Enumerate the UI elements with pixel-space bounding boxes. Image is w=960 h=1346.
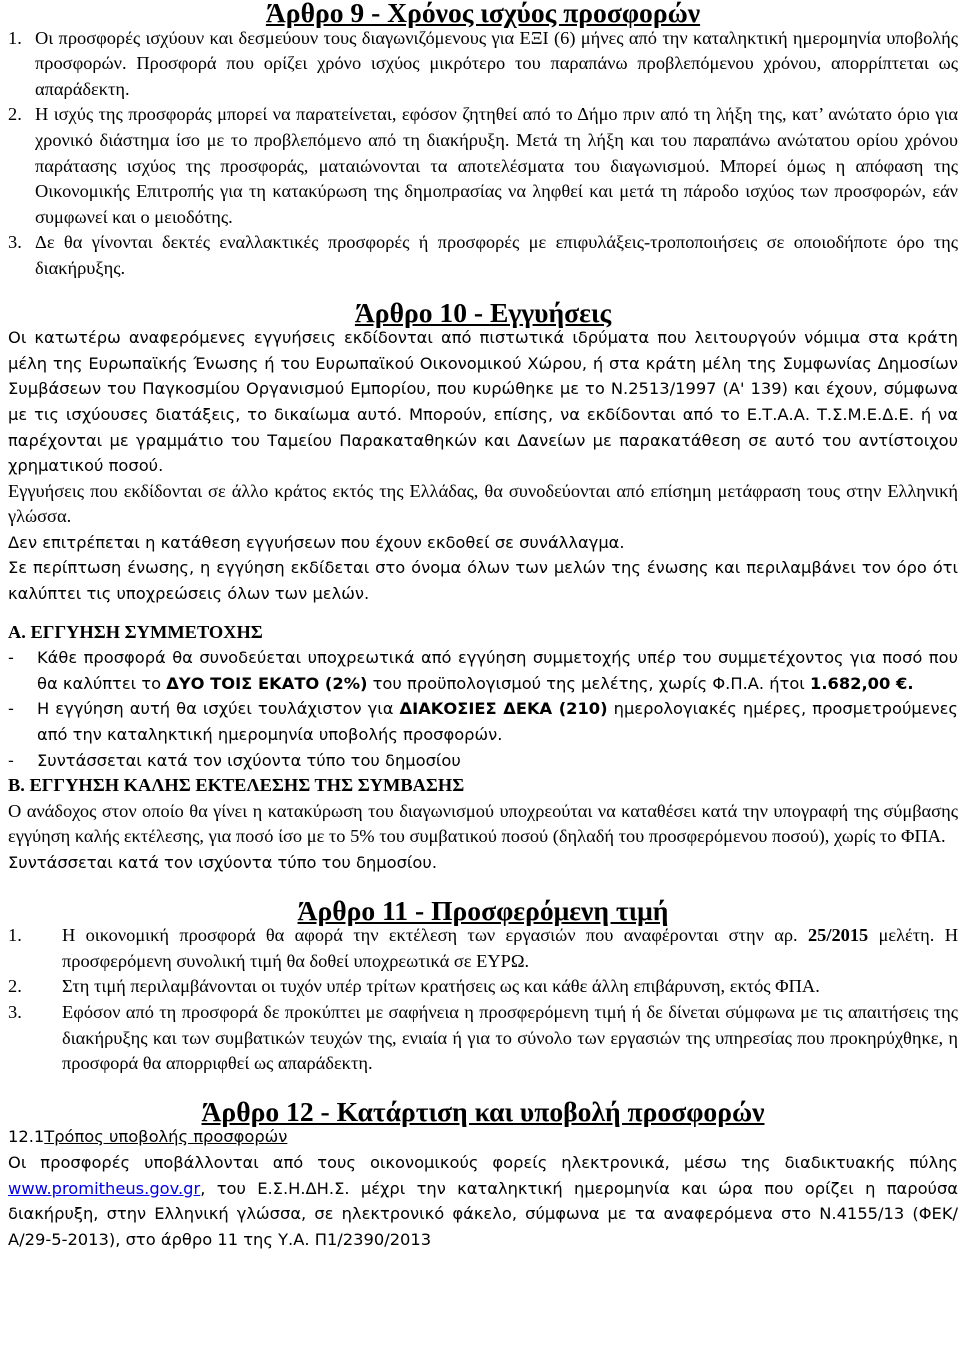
article-10-title: Άρθρο 10 - Εγγυήσεις <box>354 296 612 328</box>
currency-paragraph: Δεν επιτρέπεται η κατάθεση εγγυήσεων που έχουν εκδοθεί σε συνάλλαγμα. <box>8 532 625 552</box>
union-paragraph: Σε περίπτωση ένωσης, η εγγύηση εκδίδεται στο όνομα όλων των μελών της ένωσης και περιλαμβάνει τον όρο ότι καλύπτει τις υποχρεώσεις όλων των μελών. <box>8 558 958 604</box>
dash-marker: - <box>8 699 14 719</box>
foreign-guarantees-paragraph: Εγγυήσεις που εκδίδονται σε άλλο κράτος εκτός της Ελλάδας, θα συνοδεύονται από επίσημη μετάφραση τους στην Ελληνική γλώσσα. <box>8 480 958 527</box>
section-a-title: Α. ΕΓΓΥΗΣΗ ΣΥΜΜΕΤΟΧΗΣ <box>8 621 263 642</box>
list-item <box>8 696 958 747</box>
item-number: 1. <box>8 925 22 946</box>
percentage-text: ΔΥΟ ΤΟΙΣ ΕΚΑΤΟ (2%) <box>166 673 368 693</box>
list-item <box>8 26 958 103</box>
article-12-title: Άρθρο 12 - Κατάρτιση και υποβολή προσφορών <box>201 1095 765 1127</box>
section-a-list <box>8 645 958 773</box>
list-item <box>8 1000 958 1077</box>
promitheus-link[interactable]: www.promitheus.gov.gr <box>8 1178 201 1198</box>
list-item <box>8 923 958 974</box>
article-9-title: Άρθρο 9 - Χρόνος ισχύος προσφορών <box>265 0 701 28</box>
article-11-list <box>8 923 958 1077</box>
item-number: 3. <box>8 1001 22 1022</box>
list-item <box>8 748 958 774</box>
item-number: 2. <box>8 976 22 997</box>
section-b-form: Συντάσσεται κατά τον ισχύοντα τύπο του δημοσίου. <box>8 853 437 872</box>
section-b-title: Β. ΕΓΓΥΗΣΗ ΚΑΛΗΣ ΕΚΤΕΛΕΣΗΣ ΤΗΣ ΣΥΜΒΑΣΗΣ <box>8 775 465 796</box>
article-11-title: Άρθρο 11 - Προσφερόμενη τιμή <box>297 894 669 926</box>
item-text: Η οικονομική προσφορά θα αφορά την εκτέλεση των εργασιών που αναφέρονται στην αρ. 25/2015 μελέτη. Η προσφερόμενη συνολική τιμή θα δοθεί υποχρεωτικά σε ΕΥΡΩ. <box>62 925 958 971</box>
item-text: Κάθε προσφορά θα συνοδεύεται υποχρεωτικά από εγγύηση συμμετοχής υπέρ του συμμετέχοντος για ποσό που θα καλύπτει το ΔΥΟ ΤΟΙΣ ΕΚΑΤΟ (2%) του προϋπολογισμού της μελέτης, χωρίς Φ.Π.Α. ήτοι 1.682,00 €. <box>37 648 958 693</box>
list-item <box>8 230 958 281</box>
item-text: Εφόσον από τη προσφορά δε προκύπτει με σαφήνεια η προσφερόμενη τιμή ή δε δίνεται σύμφωνα με τις απαιτήσεις της διακήρυξης και των συμβατικών τευχών της, ενιαία ή για το σύνολο των εργασιών της υπηρεσίας που προκηρύχθηκε, η προσφορά θα απορριφθεί ως απαράδεκτη. <box>62 1001 958 1074</box>
item-text: Στη τιμή περιλαμβάνονται οι τυχόν υπέρ τρίτων κρατήσεις ως και κάθε άλλη επιβάρυνση, εκτός ΦΠΑ. <box>62 976 820 997</box>
section-b-text: Ο ανάδοχος στον οποίο θα γίνει η κατακύρωση του διαγωνισμού υποχρεούται να καταθέσει κατά την υπογραφή της σύμβασης εγγύηση καλής εκτέλεσης, για ποσό ίσο με το 5% του συμβατικού ποσού (δηλαδή του προσφερόμενου ποσού), χωρίς το ΦΠΑ. <box>8 800 958 847</box>
item-number: 3. <box>8 232 22 253</box>
article-9-list <box>8 26 958 282</box>
duration-text: ΔΙΑΚΟΣΙΕΣ ΔΕΚΑ (210) <box>399 699 608 719</box>
item-text: Η εγγύηση αυτή θα ισχύει τουλάχιστον για ΔΙΑΚΟΣΙΕΣ ΔΕΚΑ (210) ημερολογιακές ημέρες, προσμετρούμενες από την καταληκτική ημερομηνία υποβολής προσφορών. <box>37 699 958 745</box>
submission-paragraph: Οι προσφορές υποβάλλονται από τους οικονομικούς φορείς ηλεκτρονικά, μέσω της διαδικτυακής πύλης www.promitheus.gov.gr, του Ε.Σ.Η.ΔΗ.Σ. μέχρι την καταληκτική ημερομηνία και ώρα που ορίζει η παρούσα διακήρυξη, στην Ελληνική γλώσσα, σε ηλεκτρονικό φάκελο, σύμφωνα με τα αναφερόμενα στο Ν.4155/13 (ΦΕΚ/Α/29-5-2013), στο άρθρο 11 της Υ.Α. Π1/2390/2013 <box>8 1152 958 1249</box>
item-number: 1. <box>8 27 22 48</box>
item-text: Οι προσφορές ισχύουν και δεσμεύουν τους διαγωνιζόμενους για ΕΞΙ (6) μήνες από την καταληκτική ημερομηνία υποβολής προσφορών. Προσφορά που ορίζει χρόνο ισχύος μικρότερο του παραπάνω προβλεπόμενου χρόνου, απορρίπτεται ως απαράδεκτη. <box>35 27 958 99</box>
list-item <box>8 102 958 230</box>
item-text: Δε θα γίνονται δεκτές εναλλακτικές προσφορές ή προσφορές με επιφυλάξεις-τροποποιήσεις σε οποιοδήποτε όρο της διακήρυξης. <box>35 232 958 278</box>
subsection-12-1-title: 12.1Τρόπος υποβολής προσφορών <box>8 1127 288 1147</box>
item-text: Η ισχύς της προσφοράς μπορεί να παρατείνεται, εφόσον ζητηθεί από το Δήμο πριν από τη λήξη της, κατ’ ανώτατο όριο για χρονικό διάστημα ίσο με το προβλεπόμενο από τη διακήρυξη. Μετά τη λήξη και του παραπάνω ανώτατου ορίου χρόνου παράτασης ισχύος της προσφοράς, ματαιώνονται τα αποτελέσματα του διαγωνισμού. Μπορεί όμως η απόφαση της Οικονομικής Επιτροπής για τη κατακύρωση της δημοπρασίας να ληφθεί και μετά τη πάροδο ισχύος των προσφορών, εάν συμφωνεί και ο μειοδότης. <box>35 104 958 227</box>
dash-marker: - <box>8 750 14 770</box>
item-number: 2. <box>8 104 22 125</box>
item-text: Συντάσσεται κατά τον ισχύοντα τύπο του δημοσίου <box>37 750 461 770</box>
guarantees-intro: Οι κατωτέρω αναφερόμενες εγγυήσεις εκδίδονται από πιστωτικά ιδρύματα που λειτουργούν νόμιμα στα κράτη μέλη της Ευρωπαϊκής Ένωσης ή του Ευρωπαϊκού Οικονομικού Χώρου, ή στα κράτη μέλη της Συμφωνίας Δημοσίων Συμβάσεων του Παγκοσμίου Οργανισμού Εμπορίου, που κυρώθηκε με το Ν.2513/1997 (Α' 139) και έχουν, σύμφωνα με τις ισχύουσες διατάξεις, το δικαίωμα αυτό. Μπορούν, επίσης, να εκδίδονται από το Ε.Τ.Α.Α. Τ.Σ.Μ.Ε.Δ.Ε. ή να παρέχονται με γραμμάτιο του Ταμείου Παρακαταθηκών και Δανείων με παρακατάθεση σε αυτό του αντίστοιχου χρηματικού ποσού. <box>8 328 958 476</box>
list-item <box>8 645 958 696</box>
amount-text: 1.682,00 €. <box>810 673 914 693</box>
study-number: 25/2015 <box>807 925 869 946</box>
list-item <box>8 974 958 1000</box>
dash-marker: - <box>8 648 14 668</box>
